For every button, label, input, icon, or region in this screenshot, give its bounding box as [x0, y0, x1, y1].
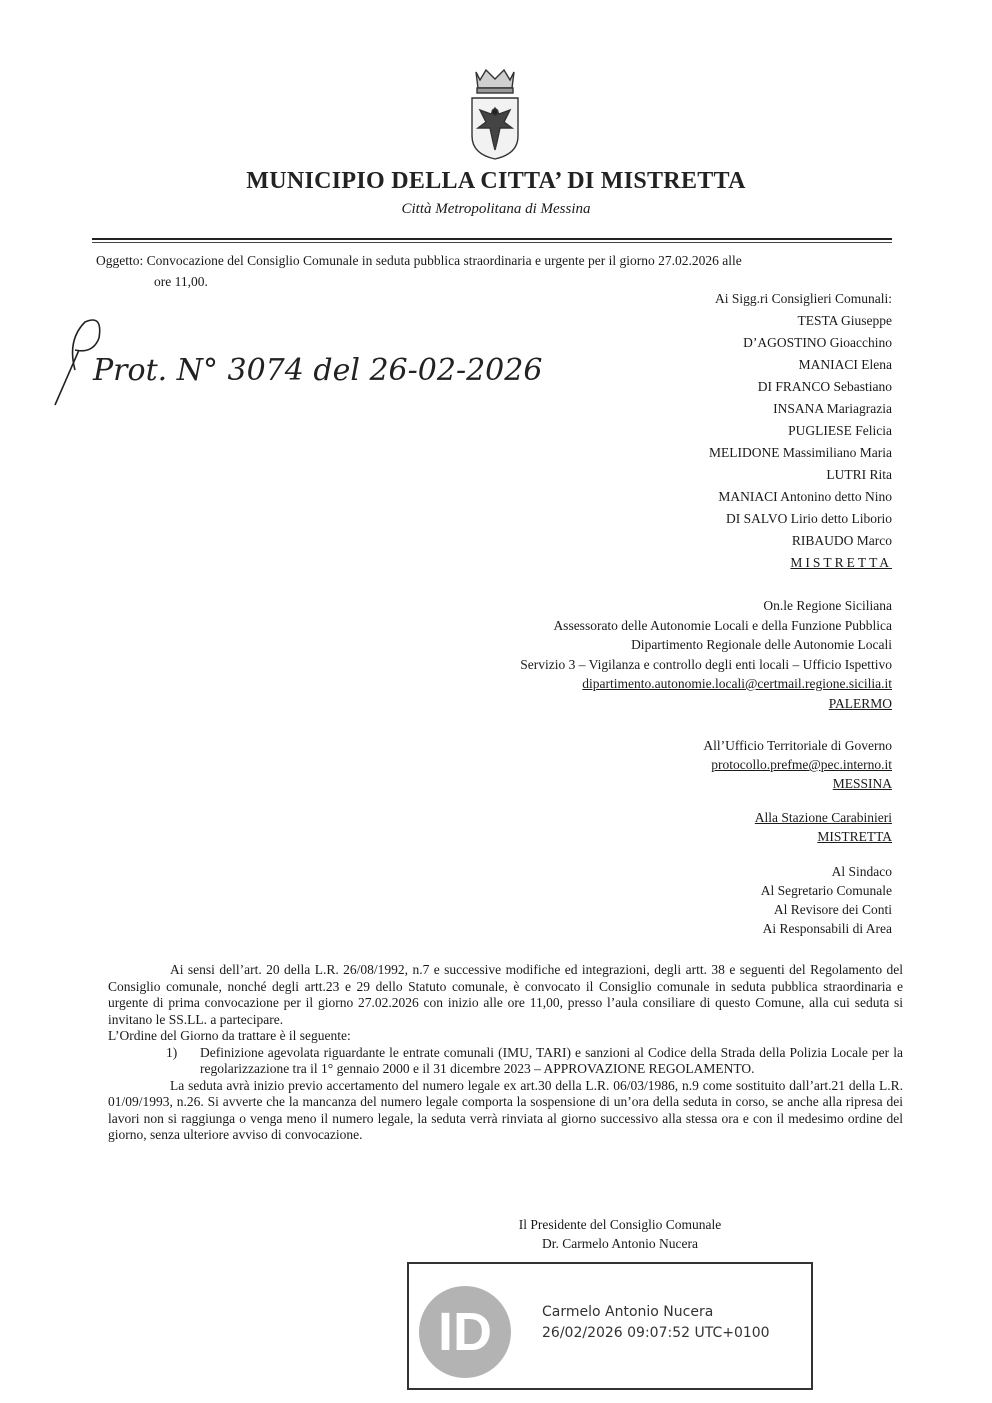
body-paragraph-agenda-intro: L’Ordine del Giorno da trattare è il seguente: [108, 1028, 351, 1043]
body-paragraph-convocation: Ai sensi dell’art. 20 della L.R. 26/08/1992, n.7 e successive modifiche ed integrazioni, degli artt. 38 e seguenti del Regolamento del Consiglio comunale, nonché degli artt.23 e 29 dello Statuto comunale, è convocato il Consiglio comunale in seduta pubblica straordinaria e urgente di prima convocazione per il giorno 27.02.2026 con inizio alle ore 11,00, presso l’aula consiliare di questo Comune, alla cui seduta si invitano le SS.LL. a partecipare. [108, 962, 903, 1027]
councillors-city: MISTRETTA [790, 555, 892, 570]
recipients-councillors [709, 288, 892, 574]
regione-email-link[interactable]: dipartimento.autonomie.locali@certmail.regione.sicilia.it [582, 676, 892, 691]
regione-line: Dipartimento Regionale delle Autonomie Locali [631, 637, 892, 652]
handwritten-protocol-note [45, 310, 543, 410]
recipient-line: Al Segretario Comunale [760, 883, 892, 898]
councillor-name: MELIDONE Massimiliano Maria [709, 445, 892, 460]
subject-line2: ore 11,00. [154, 274, 208, 289]
carabinieri-city: MISTRETTA [817, 829, 892, 844]
signature-block [420, 1215, 820, 1253]
handwritten-protocol-text: Prot. N° 3074 del 26-02-2026 [93, 353, 543, 388]
governo-line: All’Ufficio Territoriale di Governo [703, 738, 892, 753]
councillor-name: PUGLIESE Felicia [788, 423, 892, 438]
subject-line1: Convocazione del Consiglio Comunale in seduta pubblica straordinaria e urgente per il giorno 27.02.2026 alle [146, 253, 742, 268]
councillor-name: DI FRANCO Sebastiano [757, 379, 892, 394]
header-rule-thin [92, 242, 892, 243]
recipient-governo [703, 736, 892, 793]
councillor-name: MANIACI Antonino detto Nino [718, 489, 892, 504]
subject-label: Oggetto: [96, 253, 144, 268]
regione-line: Servizio 3 – Vigilanza e controllo degli enti locali – Ufficio Ispettivo [520, 656, 892, 672]
digital-signature-stamp [407, 1262, 813, 1390]
councillors-heading: Ai Sigg.ri Consiglieri Comunali: [714, 291, 892, 306]
councillor-name: TESTA Giuseppe [797, 313, 892, 328]
agenda-item [108, 1045, 903, 1078]
recipient-carabinieri [755, 808, 892, 846]
recipient-line: Ai Responsabili di Area [762, 921, 892, 936]
councillor-name: DI SALVO Lirio detto Liborio [726, 511, 892, 526]
recipients-others [761, 862, 892, 938]
carabinieri-line: Alla Stazione Carabinieri [754, 810, 892, 825]
municipal-crest-icon [466, 66, 524, 161]
recipient-line: Al Sindaco [831, 864, 892, 879]
page-subtitle: Città Metropolitana di Messina [401, 201, 591, 217]
document-body [108, 962, 903, 1144]
stamp-timestamp: 26/02/2026 09:07:52 UTC+0100 [542, 1325, 770, 1341]
signature-role: Il Presidente del Consiglio Comunale [518, 1217, 722, 1232]
councillor-name: D’AGOSTINO Gioacchino [743, 335, 892, 350]
governo-city: MESSINA [832, 776, 892, 791]
stamp-text [542, 1302, 770, 1344]
councillor-name: LUTRI Rita [826, 467, 892, 482]
councillor-name: MANIACI Elena [798, 357, 892, 372]
recipient-regione [520, 596, 892, 713]
body-paragraph-quorum: La seduta avrà inizio previo accertamento del numero legale ex art.30 della L.R. 06/03/1986, n.9 come sostituito dall’art.21 della L.R. 01/09/1993, n.26. Si avverte che la mancanza del numero legale comporta la sospensione di un’ora della seduta in corso, se anche alla ripresa dei lavori non si raggiunga o venga meno il numero legale, la seduta verrà rinviata al giorno successivo alla stessa ora e con il medesimo ordine del giorno, senza ulteriore avviso di convocazione. [108, 1077, 903, 1142]
councillor-name: RIBAUDO Marco [791, 533, 892, 548]
councillor-name: INSANA Mariagrazia [773, 401, 892, 416]
id-badge-icon: ID [419, 1286, 511, 1378]
page-title: MUNICIPIO DELLA CITTA’ DI MISTRETTA [246, 168, 746, 194]
regione-line: On.le Regione Siciliana [763, 598, 892, 613]
regione-line: Assessorato delle Autonomie Locali e della Funzione Pubblica [553, 617, 892, 633]
regione-city: PALERMO [828, 695, 892, 711]
header-rule [92, 238, 892, 240]
recipient-line: Al Revisore dei Conti [773, 902, 892, 917]
signature-name: Dr. Carmelo Antonio Nucera [542, 1236, 698, 1251]
governo-email-link[interactable]: protocollo.prefme@pec.interno.it [711, 757, 892, 772]
agenda-item-number: 1) [166, 1044, 178, 1060]
agenda-item-text: Definizione agevolata riguardante le entrate comunali (IMU, TARI) e sanzioni al Codice della Strada della Polizia Locale per la regolarizzazione tra il 1° gennaio 2000 e il 31 dicembre 2023 – APPROVAZIONE REGOLAMENTO. [200, 1044, 903, 1076]
subject [96, 250, 891, 292]
stamp-signer: Carmelo Antonio Nucera [542, 1304, 714, 1320]
